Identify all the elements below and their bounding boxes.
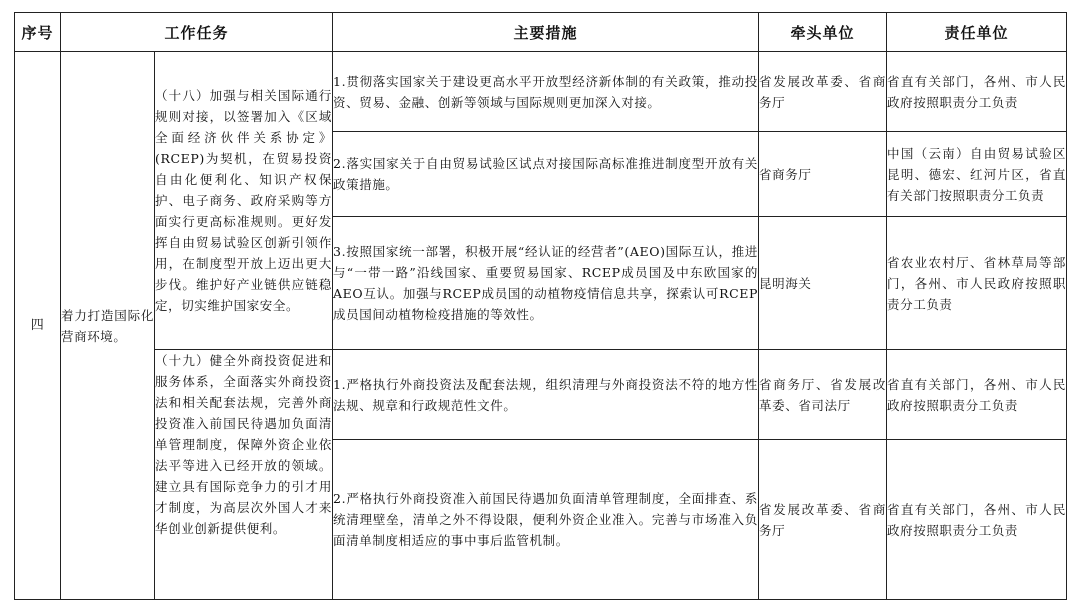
responsible-unit: 省农业农村厅、省林草局等部门，各州、市人民政府按照职责分工负责 (887, 217, 1067, 350)
responsible-unit: 省直有关部门，各州、市人民政府按照职责分工负责 (887, 52, 1067, 132)
lead-unit: 昆明海关 (759, 217, 887, 350)
lead-unit: 省商务厅 (759, 132, 887, 217)
subtask-18: （十八）加强与相关国际通行规则对接，以签署加入《区域全面经济伙伴关系协定》(RCEP)为契机，在贸易投资自由化便利化、知识产权保护、电子商务、政府采购等方面实行更高标准规则。更好发挥自由贸易试验区创新引领作用，在制度型开放上迈出更大步伐。维护好产业链供应链稳定，切实维护国家安全。 (155, 52, 333, 350)
responsible-unit: 省直有关部门，各州、市人民政府按照职责分工负责 (887, 440, 1067, 600)
lead-unit: 省商务厅、省发展改革委、省司法厅 (759, 350, 887, 440)
task-table (14, 12, 1067, 600)
lead-unit: 省发展改革委、省商务厅 (759, 440, 887, 600)
section-task: 着力打造国际化营商环境。 (61, 52, 155, 600)
measure-text: 2.严格执行外商投资准入前国民待遇加负面清单管理制度，全面排查、系统清理壁垒，清单之外不得设限，便利外资企业准入。完善与市场准入负面清单制度相适应的事中事后监管机制。 (333, 440, 759, 600)
subtask-19: （十九）健全外商投资促进和服务体系，全面落实外商投资法和相关配套法规，完善外商投资准入前国民待遇加负面清单管理制度，保障外资企业依法平等进入已经开放的领域。建立具有国际竞争力的引才用才制度，为高层次外国人才来华创业创新提供便利。 (155, 350, 333, 600)
lead-unit: 省发展改革委、省商务厅 (759, 52, 887, 132)
header-measures: 主要措施 (333, 13, 759, 52)
header-lead: 牵头单位 (759, 13, 887, 52)
header-task: 工作任务 (61, 13, 333, 52)
header-row (15, 13, 1067, 52)
header-responsible: 责任单位 (887, 13, 1067, 52)
section-number: 四 (15, 52, 61, 600)
measure-text: 2.落实国家关于自由贸易试验区试点对接国际高标准推进制度型开放有关政策措施。 (333, 132, 759, 217)
responsible-unit: 中国（云南）自由贸易试验区昆明、德宏、红河片区，省直有关部门按照职责分工负责 (887, 132, 1067, 217)
measure-text: 1.严格执行外商投资法及配套法规，组织清理与外商投资法不符的地方性法规、规章和行政规范性文件。 (333, 350, 759, 440)
header-seq: 序号 (15, 13, 61, 52)
responsible-unit: 省直有关部门，各州、市人民政府按照职责分工负责 (887, 350, 1067, 440)
measure-text: 1.贯彻落实国家关于建设更高水平开放型经济新体制的有关政策，推动投资、贸易、金融、创新等领域与国际规则更加深入对接。 (333, 52, 759, 132)
table-row (15, 52, 1067, 132)
measure-text: 3.按照国家统一部署，积极开展“经认证的经营者”(AEO)国际互认，推进与“一带一路”沿线国家、重要贸易国家、RCEP成员国及中东欧国家的AEO互认。加强与RCEP成员国的动植物疫情信息共享，探索认可RCEP成员国间动植物检疫措施的等效性。 (333, 217, 759, 350)
table-row (15, 350, 1067, 440)
